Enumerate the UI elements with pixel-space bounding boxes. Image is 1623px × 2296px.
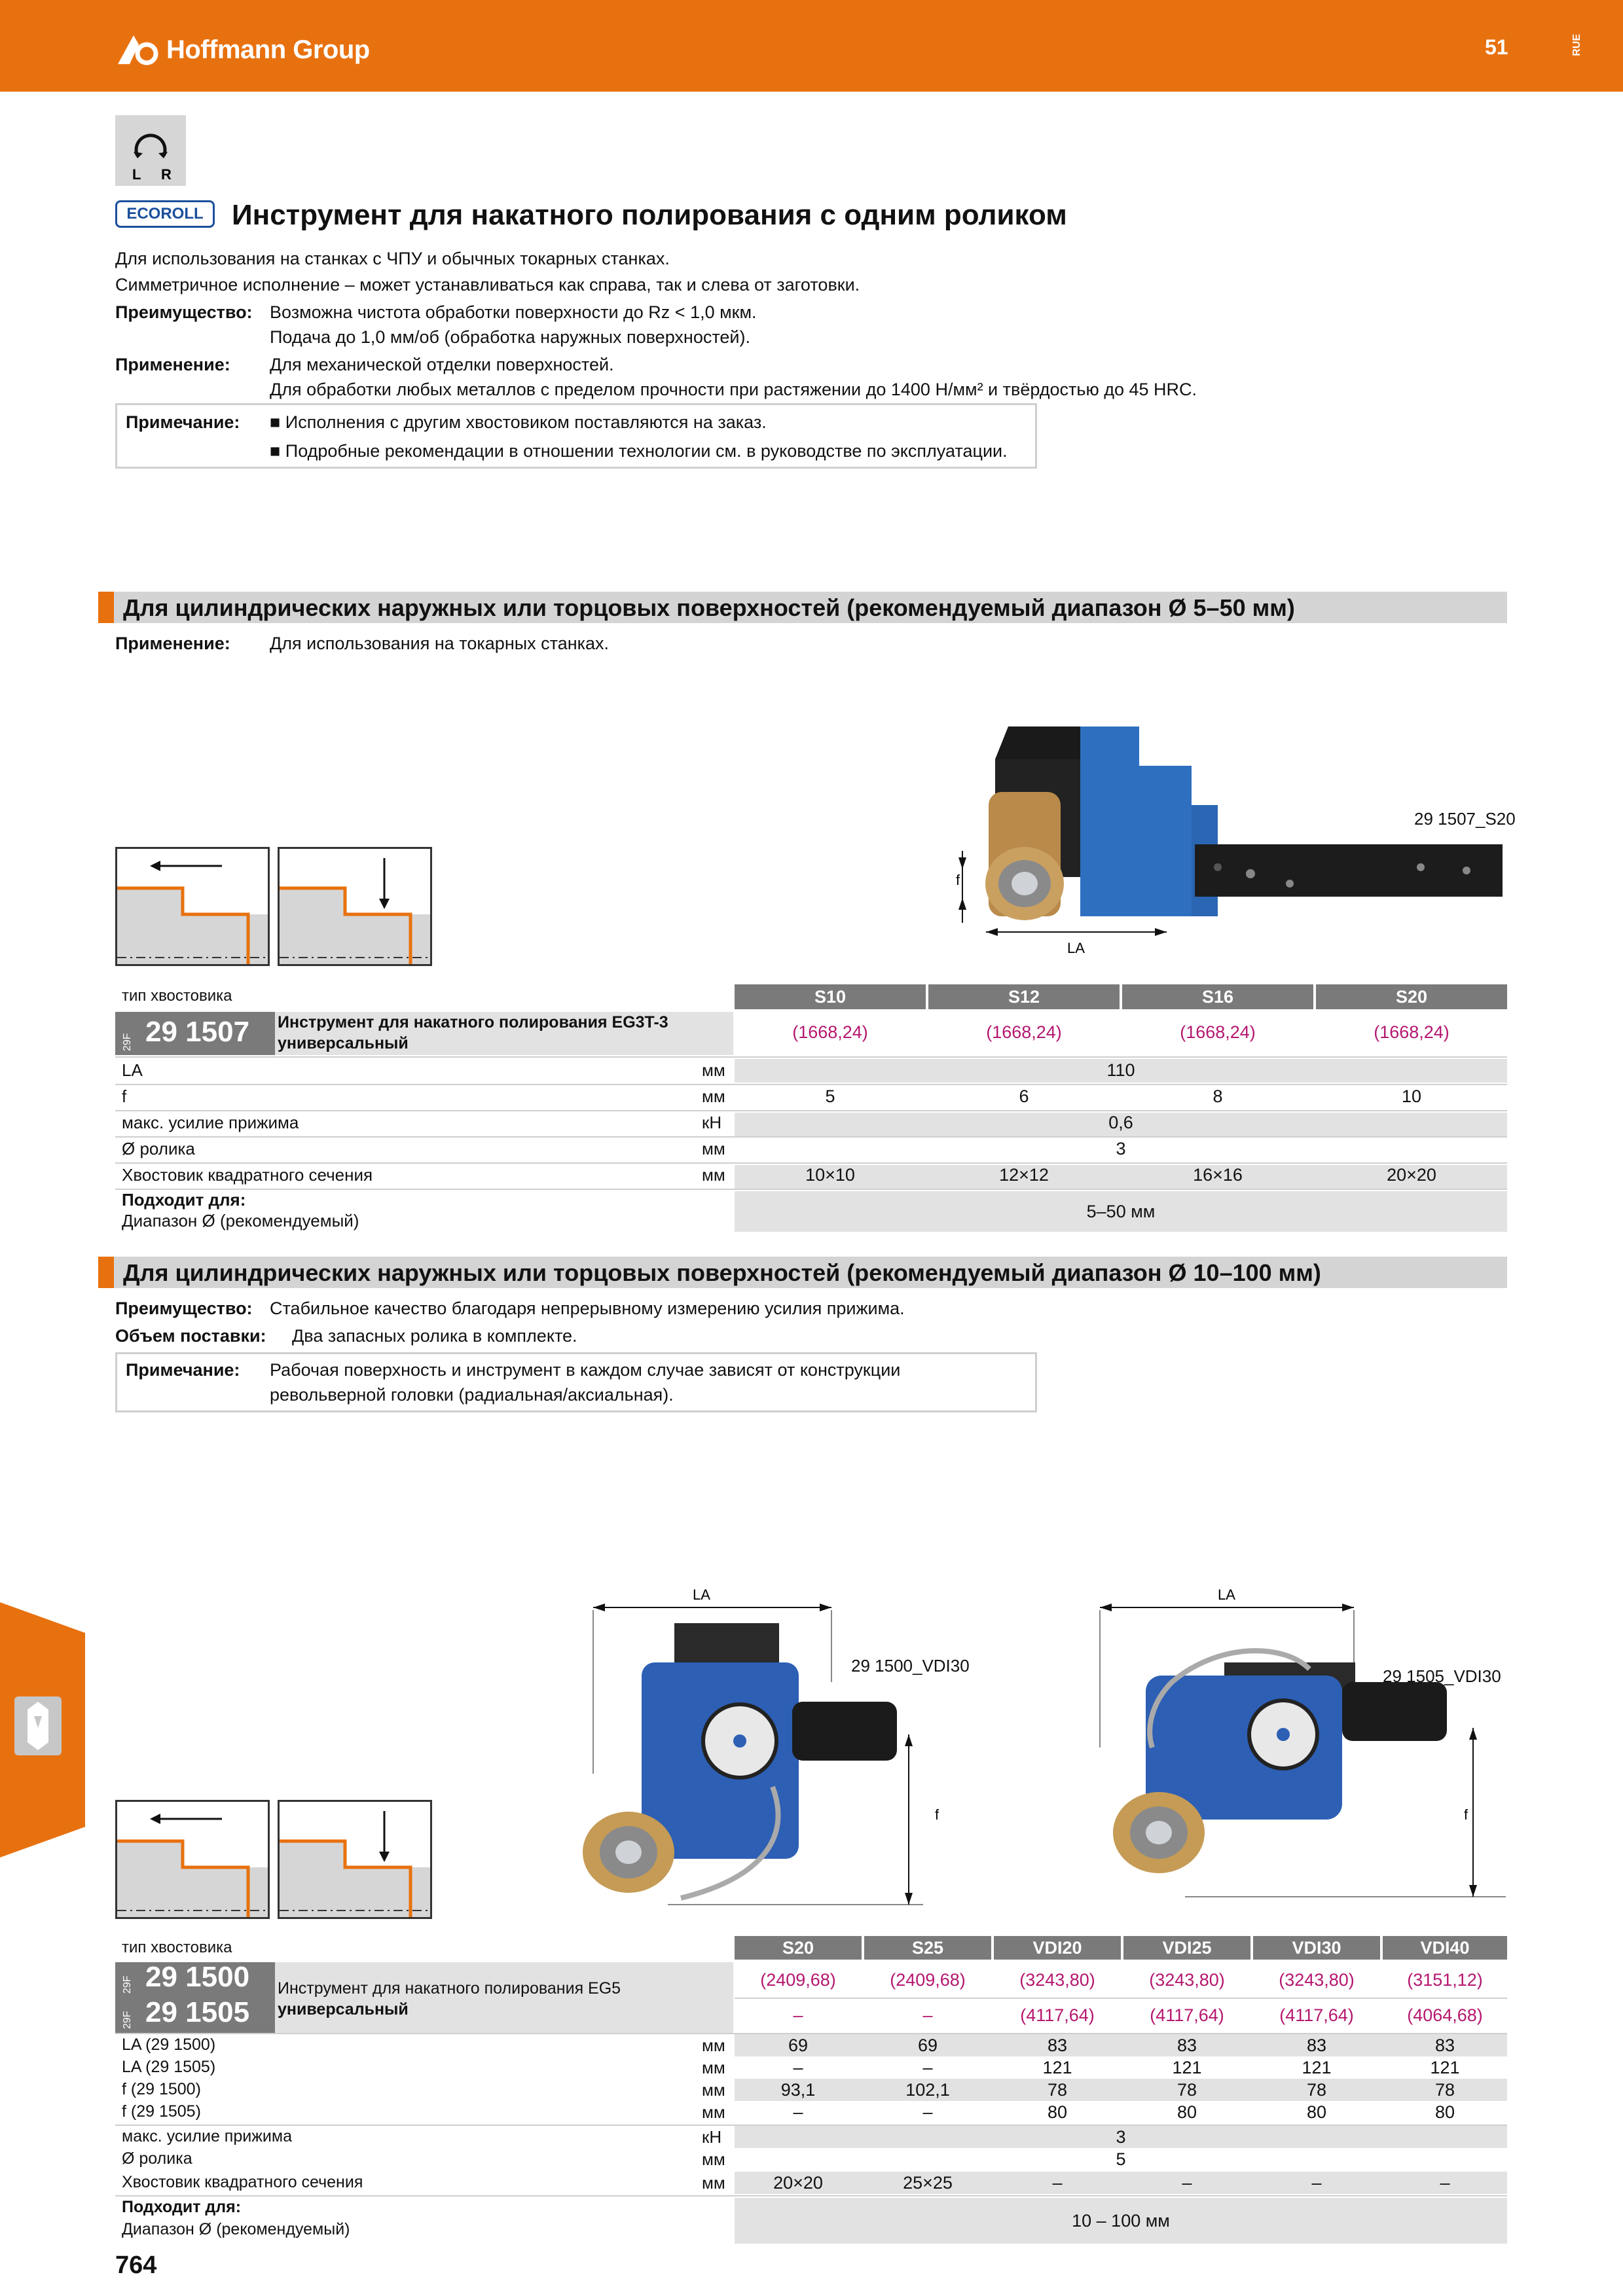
row-value: 8 (1213, 1086, 1223, 1106)
article-prefix: 29F (122, 1975, 133, 1994)
product-image-291507 (936, 720, 1512, 969)
col-header: S20 (1316, 984, 1507, 1009)
application-label: Применение: (115, 355, 230, 374)
ecoroll-badge: ECOROLL (115, 200, 215, 228)
note-line-1: ■ Исполнения с другим хвостовиком поставляются на заказ. (270, 412, 767, 432)
price[interactable]: – (793, 2005, 803, 2025)
price[interactable]: (1668,24) (986, 1022, 1062, 1042)
turning-tool-icon (14, 1696, 62, 1755)
row-unit: кН (702, 1113, 722, 1132)
price[interactable]: (2409,68) (890, 1970, 966, 1990)
brand-name: Hoffmann Group (166, 35, 370, 64)
shank-type-label: тип хвостовика (122, 987, 232, 1005)
product-description-2: универсальный (278, 1034, 409, 1052)
price[interactable]: (1668,24) (792, 1022, 868, 1042)
image-caption-291500: 29 1500_VDI30 (851, 1656, 970, 1676)
svg-text:f: f (935, 1806, 939, 1823)
col-header: S25 (864, 1936, 991, 1960)
process-diagram-longitudinal-1 (115, 847, 270, 966)
application-line-1: Для механической отделки поверхностей. (270, 355, 614, 374)
col-header: VDI20 (994, 1936, 1121, 1960)
row-unit: мм (702, 2058, 725, 2077)
note-line-2: ■ Подробные рекомендации в отношении технологии см. в руководстве по эксплуатации. (270, 441, 1008, 461)
image-caption-291507: 29 1507_S20 (1414, 809, 1516, 829)
row-value: 78 (1306, 2080, 1327, 2100)
delivery-label: Объем поставки: (115, 1326, 266, 1346)
col-header: S16 (1122, 984, 1313, 1009)
col-header: VDI25 (1123, 1936, 1250, 1960)
article-prefix: 29F (122, 1033, 133, 1051)
svg-text:LA: LA (693, 1587, 710, 1603)
row-value: 16×16 (1193, 1165, 1243, 1185)
page-title: Инструмент для накатного полирования с одним роликом (232, 199, 1067, 231)
row-value: 110 (1106, 1060, 1135, 1080)
row-label: LA (29 1505) (122, 2058, 216, 2076)
row-unit: мм (702, 1165, 725, 1185)
row-value: 80 (1176, 2102, 1197, 2122)
row-unit: мм (702, 1139, 725, 1158)
row-value: – (793, 2058, 803, 2077)
col-header: VDI40 (1383, 1936, 1507, 1960)
intro-line-1: Для использования на станках с ЧПУ и обычных токарных станках. (115, 249, 670, 268)
note-label: Примечание: (126, 412, 240, 432)
price[interactable]: (3151,12) (1407, 1970, 1483, 1990)
article-number-291500[interactable]: 29 1500 (145, 1961, 250, 1993)
row-value: 80 (1047, 2102, 1068, 2122)
row-unit: мм (702, 2102, 725, 2122)
delivery-text: Два запасных ролика в комплекте. (292, 1326, 577, 1346)
row-value: 80 (1434, 2102, 1455, 2122)
image-caption-291505: 29 1505_VDI30 (1383, 1666, 1501, 1686)
row-value: – (793, 2102, 803, 2122)
col-header: S10 (735, 984, 926, 1009)
row-unit: кН (702, 2127, 722, 2147)
row-value: 6 (1019, 1086, 1029, 1106)
advantage-line-2: Подача до 1,0 мм/об (обработка наружных поверхностей). (270, 327, 750, 347)
row-label: f (122, 1086, 127, 1106)
svg-text:f: f (1464, 1806, 1468, 1823)
fits-label: Подходит для: (122, 2198, 242, 2216)
process-diagram-face-2 (278, 1800, 432, 1919)
row-value: 0,6 (1108, 1113, 1133, 1132)
row-value: 12×12 (999, 1165, 1049, 1185)
row-value: 78 (1047, 2080, 1068, 2100)
col-header: S20 (735, 1936, 862, 1960)
price[interactable]: (4117,64) (1020, 2005, 1095, 2025)
price[interactable]: (1668,24) (1374, 1022, 1450, 1042)
row-value: 78 (1176, 2080, 1197, 2100)
price[interactable]: (1668,24) (1180, 1022, 1256, 1042)
page-number: 764 (115, 2251, 157, 2279)
col-header: S12 (928, 984, 1120, 1009)
section-2-note-line-2: револьверной головки (радиальная/аксиальная). (270, 1385, 674, 1405)
row-unit: мм (702, 2080, 725, 2100)
intro-line-2: Симметричное исполнение – может устанавливаться как справа, так и слева от заготовки. (115, 275, 860, 295)
chapter-number: 51 (1485, 35, 1508, 59)
price[interactable]: (2409,68) (760, 1970, 836, 1990)
row-label: макс. усилие прижима (122, 2127, 292, 2145)
language-code: RUE (1571, 34, 1582, 56)
row-value: – (1182, 2173, 1192, 2193)
section-1-header (98, 592, 1507, 623)
row-unit: мм (702, 2036, 725, 2055)
section-2-note-label: Примечание: (126, 1360, 240, 1380)
section-2-note-line-1: Рабочая поверхность и инструмент в каждом случае зависят от конструкции (270, 1360, 901, 1380)
price[interactable]: (4064,68) (1407, 2005, 1483, 2025)
page-header (0, 0, 1623, 92)
svg-text:R: R (161, 166, 172, 183)
row-value: 121 (1430, 2058, 1460, 2077)
row-label: f (29 1500) (122, 2080, 201, 2098)
process-diagram-longitudinal-2 (115, 1800, 270, 1919)
price[interactable]: – (922, 2005, 933, 2025)
svg-text:f: f (956, 872, 960, 888)
row-value: 83 (1306, 2036, 1327, 2055)
application-line-2: Для обработки любых металлов с пределом прочности при растяжении до 1400 Н/мм² и твёрдостью до 45 HRC. (270, 380, 1197, 399)
range-label: Диапазон Ø (рекомендуемый) (122, 1211, 359, 1230)
row-value: 93,1 (780, 2080, 816, 2100)
row-value: 69 (917, 2036, 938, 2055)
price[interactable]: (4117,64) (1279, 2005, 1354, 2025)
row-value: 121 (1302, 2058, 1332, 2077)
range-label: Диапазон Ø (рекомендуемый) (122, 2220, 350, 2238)
advantage-label: Преимущество: (115, 302, 253, 322)
article-prefix: 29F (122, 2011, 133, 2029)
row-value: – (1311, 2173, 1322, 2193)
shank-type-label: тип хвостовика (122, 1939, 232, 1956)
row-unit: мм (702, 1060, 725, 1080)
row-value: 121 (1172, 2058, 1202, 2077)
row-value: 25×25 (903, 2173, 953, 2193)
row-value: 20×20 (773, 2173, 823, 2193)
price[interactable]: (4117,64) (1150, 2005, 1224, 2025)
article-number-291505[interactable]: 29 1505 (145, 1996, 250, 2028)
svg-text:L: L (132, 166, 141, 183)
row-value: 83 (1047, 2036, 1068, 2055)
product-description-2: универсальный (278, 2000, 409, 2018)
row-value: – (922, 2058, 933, 2077)
row-value: – (1052, 2173, 1063, 2193)
row-label: Хвостовик квадратного сечения (122, 2173, 363, 2191)
hoffmann-logo-icon (115, 31, 161, 68)
row-value: 10×10 (805, 1165, 855, 1185)
svg-text:LA: LA (1218, 1587, 1235, 1603)
row-value: 20×20 (1387, 1165, 1436, 1185)
row-value: 83 (1434, 2036, 1455, 2055)
row-unit: мм (702, 2173, 725, 2193)
row-value: 69 (788, 2036, 809, 2055)
section-2-title: Для цилиндрических наружных или торцовых поверхностей (рекомендуемый диапазон Ø 10–100 мм) (123, 1259, 1321, 1286)
row-label: LA (29 1500) (122, 2036, 216, 2054)
row-value: 5 (1116, 2149, 1126, 2169)
price[interactable]: (3243,80) (1149, 1970, 1225, 1990)
row-label: Хвостовик квадратного сечения (122, 1165, 373, 1185)
fits-label: Подходит для: (122, 1190, 246, 1210)
row-label: макс. усилие прижима (122, 1113, 299, 1132)
row-value: 80 (1306, 2102, 1327, 2122)
product-image-291500 (576, 1577, 982, 1918)
rotation-l-r-icon (115, 115, 186, 186)
section-1-title: Для цилиндрических наружных или торцовых поверхностей (рекомендуемый диапазон Ø 5–50 мм) (123, 594, 1295, 621)
price[interactable]: (3243,80) (1279, 1970, 1355, 1990)
row-label: Ø ролика (122, 1139, 195, 1158)
row-label: LA (122, 1060, 143, 1080)
row-unit: мм (702, 2149, 725, 2169)
product-description-1: Инструмент для накатного полирования EG5 (278, 1979, 621, 1998)
col-header: VDI30 (1253, 1936, 1380, 1960)
range-value: 5–50 мм (1086, 1202, 1156, 1221)
row-value: 102,1 (905, 2080, 950, 2100)
row-value: 10 (1401, 1086, 1422, 1106)
section-1-application-label: Применение: (115, 634, 230, 653)
row-value: 5 (825, 1086, 835, 1106)
section-1-application: Для использования на токарных станках. (270, 634, 610, 653)
section-2-advantage-label: Преимущество: (115, 1299, 253, 1318)
row-value: 3 (1116, 1139, 1126, 1158)
brand-logo (115, 30, 370, 69)
row-unit: мм (702, 1086, 725, 1106)
svg-text:LA: LA (1067, 940, 1085, 956)
row-value: 83 (1176, 2036, 1197, 2055)
row-value: – (922, 2102, 933, 2122)
product-description-1: Инструмент для накатного полирования EG3T-3 (278, 1013, 668, 1031)
price[interactable]: (3243,80) (1019, 1970, 1095, 1990)
range-value: 10 – 100 мм (1072, 2211, 1170, 2231)
row-value: 3 (1116, 2127, 1126, 2147)
row-value: 121 (1042, 2058, 1072, 2077)
section-2-header (98, 1257, 1507, 1288)
row-value: 78 (1434, 2080, 1455, 2100)
process-diagram-face-1 (278, 847, 432, 966)
advantage-line-1: Возможна чистота обработки поверхности до Rz < 1,0 мкм. (270, 302, 757, 322)
row-value: – (1440, 2173, 1450, 2193)
section-2-advantage: Стабильное качество благодаря непрерывному измерению усилия прижима. (270, 1299, 905, 1318)
article-number-291507[interactable]: 29 1507 (145, 1016, 250, 1048)
product-image-291505 (1087, 1577, 1519, 1918)
row-label: Ø ролика (122, 2149, 192, 2168)
row-label: f (29 1505) (122, 2102, 201, 2121)
